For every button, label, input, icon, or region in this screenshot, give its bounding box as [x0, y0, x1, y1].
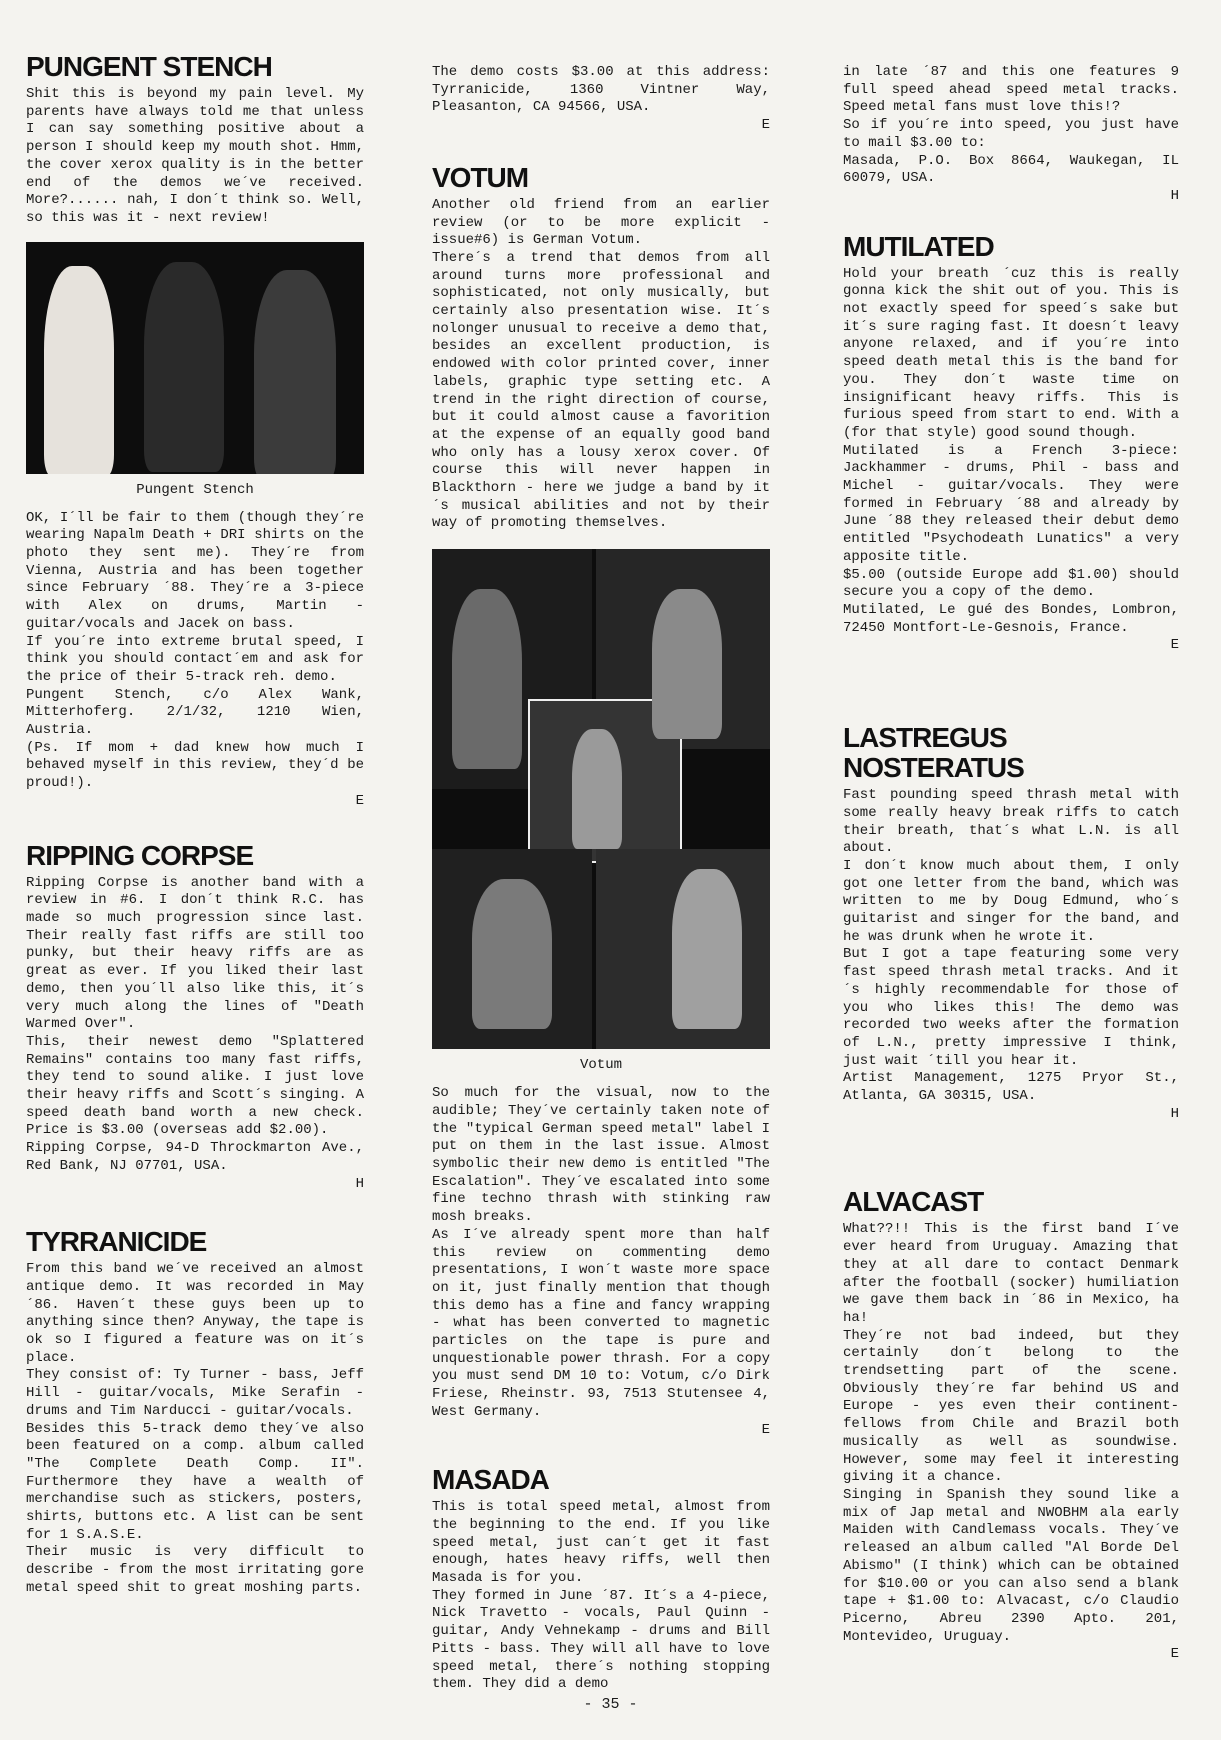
tyrranicide-title: TYRRANICIDE [26, 1226, 207, 1258]
pungent-stench-sig: E [355, 792, 364, 809]
masada-title: MASADA [432, 1464, 549, 1496]
alvacast-title: ALVACAST [843, 1186, 984, 1218]
ripping-corpse-title: RIPPING CORPSE [26, 839, 254, 871]
votum-title: VOTUM [432, 161, 529, 193]
masada-body: This is total speed metal, almost from the beginning to the end. If you like speed metal, just can´t get it fast enough, hates heavy riffs, well then Masada is for you. They formed in June ´87. It´s a 4-piece, Nick Travetto - vocals, Paul Quinn - guitar, Andy Vehnekamp - drums and Bill Pitts - bass. They will all have to love speed metal, there´s nothing stopping them. They did a demo [432, 1499, 770, 1693]
votum-photo-collage [432, 549, 770, 1049]
alvacast-sig: E [1170, 1646, 1179, 1663]
tyrranicide-cont-sig: E [761, 117, 770, 134]
mutilated-body: Hold your breath ´cuz this is really gonna kick the shit out of you. This is not exactly speed for speed´s sake but it´s sure raging fast. It doesn´t leavy anyone relaxed, and if you´re into speed death metal this is the band for you. They don´t waste time on insignificant heavy riffs. This is furious speed from start to end. With a (for that style) good sound though. Mutilated is a French 3-piece: Jackhammer - drums, Phil - bass and Michel - guitar/vocals. They were formed in February ´88 and already by June ´88 they released their debut demo entitled "Psychodeath Lunatics" a very apposite title. $5.00 (outside Europe add $1.00) should secure you a copy of the demo. Mutilated, Le gué des Bondes, Lombron, 72450 Montfort-Le-Gesnois, France. [843, 265, 1179, 636]
ripping-corpse-body: Ripping Corpse is another band with a review in #6. I don´t think R.C. has made so much progression since last. Their really fast riffs are still too punky, but their heavy riffs are as great as ever. If you liked their last demo, then you´ll also like this, it´s very much along the lines of "Death Warmed Over". This, their newest demo "Splattered Remains" contains too many fast riffs, they tend to sound alike. I just love their heavy riffs and Scott´s singing. A speed death band worth a new check. Price is $3.00 (overseas add $2.00). Ripping Corpse, 94-D Throckmarton Ave., Red Bank, NJ 07701, USA. [26, 874, 364, 1174]
pungent-stench-caption: Pungent Stench [136, 481, 254, 498]
tyrranicide-body: From this band we´ve received an almost antique demo. It was recorded in May ´86. Haven´t these guys been up to anything since then? Anyway, the tape is ok so I figured a feature was on it´s place. They consist of: Ty Turner - bass, Jeff Hill - guitar/vocals, Mike Serafin - drums and Tim Narducci - guitar/vocals. Besides this 5-track demo they´ve also been featured on a comp. album called "The Complete Death Comp. II". Furthermore they have a wealth of merchandise such as stickers, posters, shirts, buttons etc. A list can be sent for 1 S.A.S.E. Their music is very difficult to describe - from the most irritating gore metal speed shit to great moshing parts. [26, 1261, 364, 1596]
votum-sig: E [761, 1421, 770, 1438]
pungent-stench-photo [26, 242, 364, 474]
alvacast-body: What??!! This is the first band I´ve ever heard from Uruguay. Amazing that they at all dare to contact Denmark after the football (socker) humiliation we gave them back in ´86 in Mexico, ha ha! They´re not bad indeed, but they certainly don´t belong to the trendsetting part of the scene. Obviously they´re far behind US and Europe - yes even their continent-fellows from Chile and Brazil both musically as well as soundwise. However, some may feel it interesting giving it a chance. Singing in Spanish they sound like a mix of Jap metal and NWOBHM ala early Maiden with Candlemass vocals. They´ve released an album called "Al Borde Del Abismo" (I think) which can be obtained for $10.00 or you can also send a blank tape + $1.00 to: Alvacast, c/o Claudio Picerno, Abreu 2390 Apto. 201, Montevideo, Uruguay. [843, 1221, 1179, 1645]
mutilated-title: MUTILATED [843, 230, 994, 262]
lastregus-sig: H [1170, 1105, 1179, 1122]
votum-intro: Another old friend from an earlier review (or to be more explicit - issue#6) is German Votum. There´s a trend that demos from all around turns more professional and sophisticated, not only musically, but certainly also presentation wise. It´s nolonger unusual to receive a demo that, besides an excellent production, is endowed with color printed cover, inner labels, graphic type setting etc. A trend in the right direction of course, but it could almost cause a favorition at the expense of an equally good band who only has a lousy xerox cover. Of course this will never happen in Blackthorn - here we judge a band by it´s musical abilities and not by their way of promoting themselves. [432, 196, 770, 532]
column-left [26, 52, 364, 1598]
ripping-corpse-sig: H [355, 1175, 364, 1192]
masada-cont-sig: H [1170, 187, 1179, 204]
page-number: - 35 - [583, 1696, 638, 1713]
votum-caption: Votum [579, 1057, 622, 1074]
pungent-stench-intro: Shit this is beyond my pain level. My parents have always told me that unless I can say something positive about a person I should keep my mouth shot. Hmm, the cover xerox quality is in the better end of the demos we´ve received. More?...... nah, I don´t think so. Well, so this was it - next review! [26, 86, 364, 226]
mutilated-sig: E [1170, 637, 1179, 654]
column-middle [432, 64, 770, 1694]
pungent-stench-body: OK, I´ll be fair to them (though they´re wearing Napalm Death + DRI shirts on the photo they sent me). They´re from Vienna, Austria and has been together since February ´88. They´re a 3-piece with Alex on drums, Martin - guitar/vocals and Jacek on bass. If you´re into extreme brutal speed, I think you should contact´em and ask for the price of their 5-track reh. demo. Pungent Stench, c/o Alex Wank, Mitterhoferg. 2/1/32, 1210 Wien, Austria. (Ps. If mom + dad knew how much I behaved myself in this review, they´d be proud!). [26, 509, 364, 792]
masada-cont-body: in late ´87 and this one features 9 full speed ahead speed metal tracks. Speed metal fans must love this!? So if you´re into speed, you just have to mail $3.00 to: Masada, P.O. Box 8664, Waukegan, IL 60079, USA. [843, 64, 1179, 187]
tyrranicide-cont-body: The demo costs $3.00 at this address: Tyrranicide, 1360 Vintner Way, Pleasanton, CA 94566, USA. [432, 64, 770, 116]
votum-body: So much for the visual, now to the audible; They´ve certainly taken note of the "typical German speed metal" label I put on them in the last issue. Almost symbolic their new demo is entitled "The Escalation". They´ve escalated into some fine techno thrash with stinking raw mosh breaks. As I´ve already spent more than half this review on commenting demo presentations, I won´t waste more space on it, just finally mention that though this demo has a fine and fancy wrapping - what has been converted to magnetic particles on the tape is pure and unquestionable power thrash. For a copy you must send DM 10 to: Votum, c/o Dirk Friese, Rheinstr. 93, 7513 Stutensee 4, West Germany. [432, 1085, 770, 1420]
lastregus-body: Fast pounding speed thrash metal with some really heavy break riffs to catch their breath, that´s what L.N. is all about. I don´t know much about them, I only got one letter from the band, which was written to me by Doug Edmund, who´s guitarist and singer for the band, and he was drunk when he wrote it. But I got a tape featuring some very fast speed thrash metal tracks. And it´s highly recommendable for those of you who likes this! The demo was recorded two weeks after the formation of L.N., pretty impressive I think, just wait ´till you hear it. Artist Management, 1275 Pryor St., Atlanta, GA 30315, USA. [843, 787, 1179, 1105]
lastregus-title: LASTREGUS NOSTERATUS [843, 722, 1024, 784]
pungent-stench-title: PUNGENT STENCH [26, 51, 272, 82]
column-right [843, 64, 1179, 1664]
